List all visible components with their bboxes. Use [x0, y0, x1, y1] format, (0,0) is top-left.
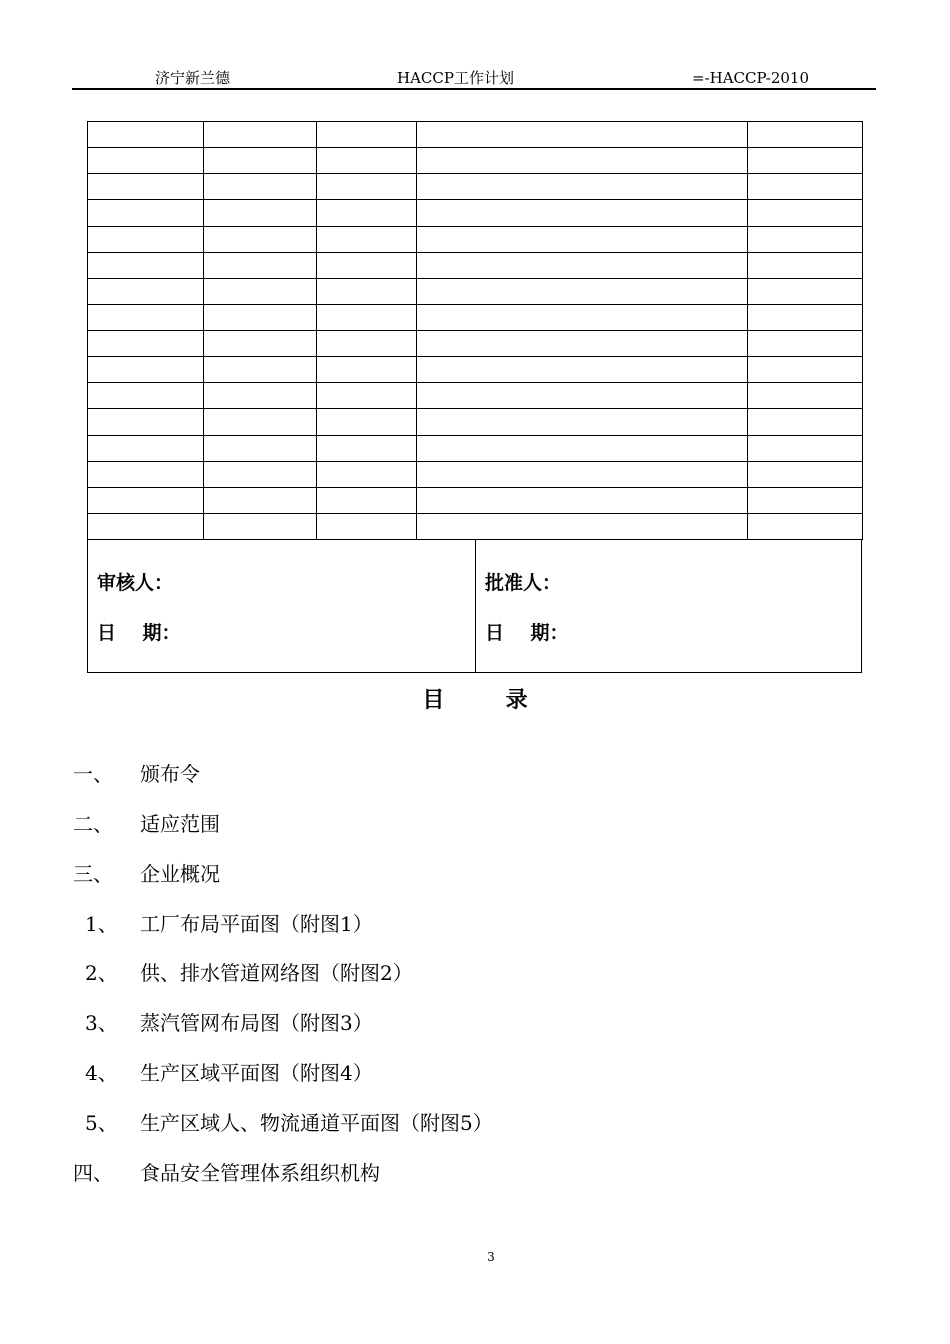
- table-cell: [88, 278, 204, 304]
- table-cell: [748, 357, 863, 383]
- table-cell: [204, 357, 317, 383]
- table-cell: [317, 461, 417, 487]
- toc-item-number: 二、: [73, 812, 113, 836]
- header-doc-code: =-HACCP-2010: [692, 69, 810, 87]
- table-cell: [748, 174, 863, 200]
- toc-item-text: 生产区域人、物流通道平面图（附图5）: [140, 1111, 493, 1135]
- toc-title: 目 录: [422, 688, 528, 713]
- table-cell: [317, 487, 417, 513]
- table-cell: [417, 383, 748, 409]
- table-cell: [88, 357, 204, 383]
- table-cell: [748, 226, 863, 252]
- table-row: [88, 200, 863, 226]
- toc-item-number: 1、: [85, 912, 118, 936]
- table-cell: [204, 435, 317, 461]
- table-cell: [417, 304, 748, 330]
- table-cell: [88, 148, 204, 174]
- table-cell: [88, 513, 204, 539]
- table-cell: [204, 331, 317, 357]
- table-cell: [204, 226, 317, 252]
- table-cell: [88, 304, 204, 330]
- toc-item-number: 四、: [73, 1161, 113, 1185]
- table-row: [88, 278, 863, 304]
- table-cell: [417, 252, 748, 278]
- table-cell: [317, 252, 417, 278]
- table-cell: [748, 200, 863, 226]
- table-row: [88, 304, 863, 330]
- table-cell: [88, 226, 204, 252]
- table-cell: [317, 331, 417, 357]
- toc-item-text: 食品安全管理体系组织机构: [140, 1161, 380, 1185]
- table-cell: [88, 461, 204, 487]
- table-cell: [317, 174, 417, 200]
- table-cell: [417, 122, 748, 148]
- table-cell: [317, 122, 417, 148]
- table-cell: [88, 122, 204, 148]
- table-cell: [204, 409, 317, 435]
- toc-item-number: 一、: [73, 762, 113, 786]
- table-cell: [317, 226, 417, 252]
- toc-item-text: 蒸汽管网布局图（附图3）: [140, 1011, 373, 1035]
- table-row: [88, 148, 863, 174]
- table-cell: [317, 435, 417, 461]
- table-cell: [88, 383, 204, 409]
- table-cell: [748, 252, 863, 278]
- table-cell: [204, 252, 317, 278]
- table-row: [88, 409, 863, 435]
- table-row: [88, 383, 863, 409]
- toc-item-number: 5、: [85, 1111, 118, 1135]
- table-cell: [317, 513, 417, 539]
- table-cell: [417, 226, 748, 252]
- toc-item-text: 企业概况: [140, 862, 220, 886]
- table-row: [88, 122, 863, 148]
- table-cell: [417, 357, 748, 383]
- table-cell: [88, 435, 204, 461]
- table-cell: [748, 148, 863, 174]
- table-cell: [748, 304, 863, 330]
- page-number: 3: [487, 1250, 495, 1264]
- table-cell: [204, 513, 317, 539]
- toc-item-text: 颁布令: [140, 762, 200, 786]
- table-cell: [88, 252, 204, 278]
- table-cell: [204, 487, 317, 513]
- table-cell: [417, 200, 748, 226]
- table-cell: [748, 278, 863, 304]
- table-cell: [204, 461, 317, 487]
- table-cell: [748, 331, 863, 357]
- table-cell: [88, 331, 204, 357]
- approver-date-label: 日 期：: [485, 622, 569, 644]
- table-cell: [204, 278, 317, 304]
- table-cell: [317, 200, 417, 226]
- table-cell: [417, 331, 748, 357]
- table-cell: [88, 174, 204, 200]
- table-cell: [748, 409, 863, 435]
- table-cell: [317, 383, 417, 409]
- table-cell: [317, 278, 417, 304]
- toc-item-text: 工厂布局平面图（附图1）: [140, 912, 373, 936]
- header-title: HACCP工作计划: [397, 69, 514, 87]
- table-cell: [417, 461, 748, 487]
- table-row: [88, 174, 863, 200]
- table-cell: [317, 357, 417, 383]
- table-cell: [417, 409, 748, 435]
- table-cell: [317, 409, 417, 435]
- table-cell: [417, 435, 748, 461]
- header-rule: [72, 88, 876, 90]
- table-cell: [748, 122, 863, 148]
- toc-item-text: 供、排水管道网络图（附图2）: [140, 961, 413, 985]
- table-cell: [204, 148, 317, 174]
- table-cell: [417, 513, 748, 539]
- table-cell: [417, 278, 748, 304]
- table-cell: [88, 200, 204, 226]
- table-row: [88, 435, 863, 461]
- blank-record-table: [87, 121, 863, 540]
- approver-label: 批准人：: [485, 572, 562, 594]
- signoff-divider: [475, 540, 476, 672]
- table-cell: [204, 200, 317, 226]
- table-cell: [748, 513, 863, 539]
- table-cell: [317, 148, 417, 174]
- table-row: [88, 226, 863, 252]
- table-cell: [748, 435, 863, 461]
- signoff-block: [87, 540, 862, 673]
- table-cell: [204, 304, 317, 330]
- table-row: [88, 252, 863, 278]
- table-row: [88, 513, 863, 539]
- table-row: [88, 357, 863, 383]
- table-row: [88, 487, 863, 513]
- reviewer-date-label: 日 期：: [97, 622, 181, 644]
- table-cell: [317, 304, 417, 330]
- toc-item-number: 3、: [85, 1011, 118, 1035]
- table-row: [88, 461, 863, 487]
- table-cell: [748, 383, 863, 409]
- toc-item-number: 三、: [73, 862, 113, 886]
- table-cell: [88, 409, 204, 435]
- table-cell: [748, 487, 863, 513]
- toc-item-number: 2、: [85, 961, 118, 985]
- table-cell: [204, 122, 317, 148]
- table-cell: [204, 383, 317, 409]
- toc-item-text: 适应范围: [140, 812, 220, 836]
- toc-item-number: 4、: [85, 1061, 118, 1085]
- table-cell: [417, 487, 748, 513]
- table-cell: [748, 461, 863, 487]
- table-cell: [88, 487, 204, 513]
- toc-item-text: 生产区域平面图（附图4）: [140, 1061, 373, 1085]
- table-cell: [417, 174, 748, 200]
- table-cell: [417, 148, 748, 174]
- table-cell: [204, 174, 317, 200]
- reviewer-label: 审核人：: [97, 572, 174, 594]
- table-row: [88, 331, 863, 357]
- header-company: 济宁新兰德: [155, 69, 231, 87]
